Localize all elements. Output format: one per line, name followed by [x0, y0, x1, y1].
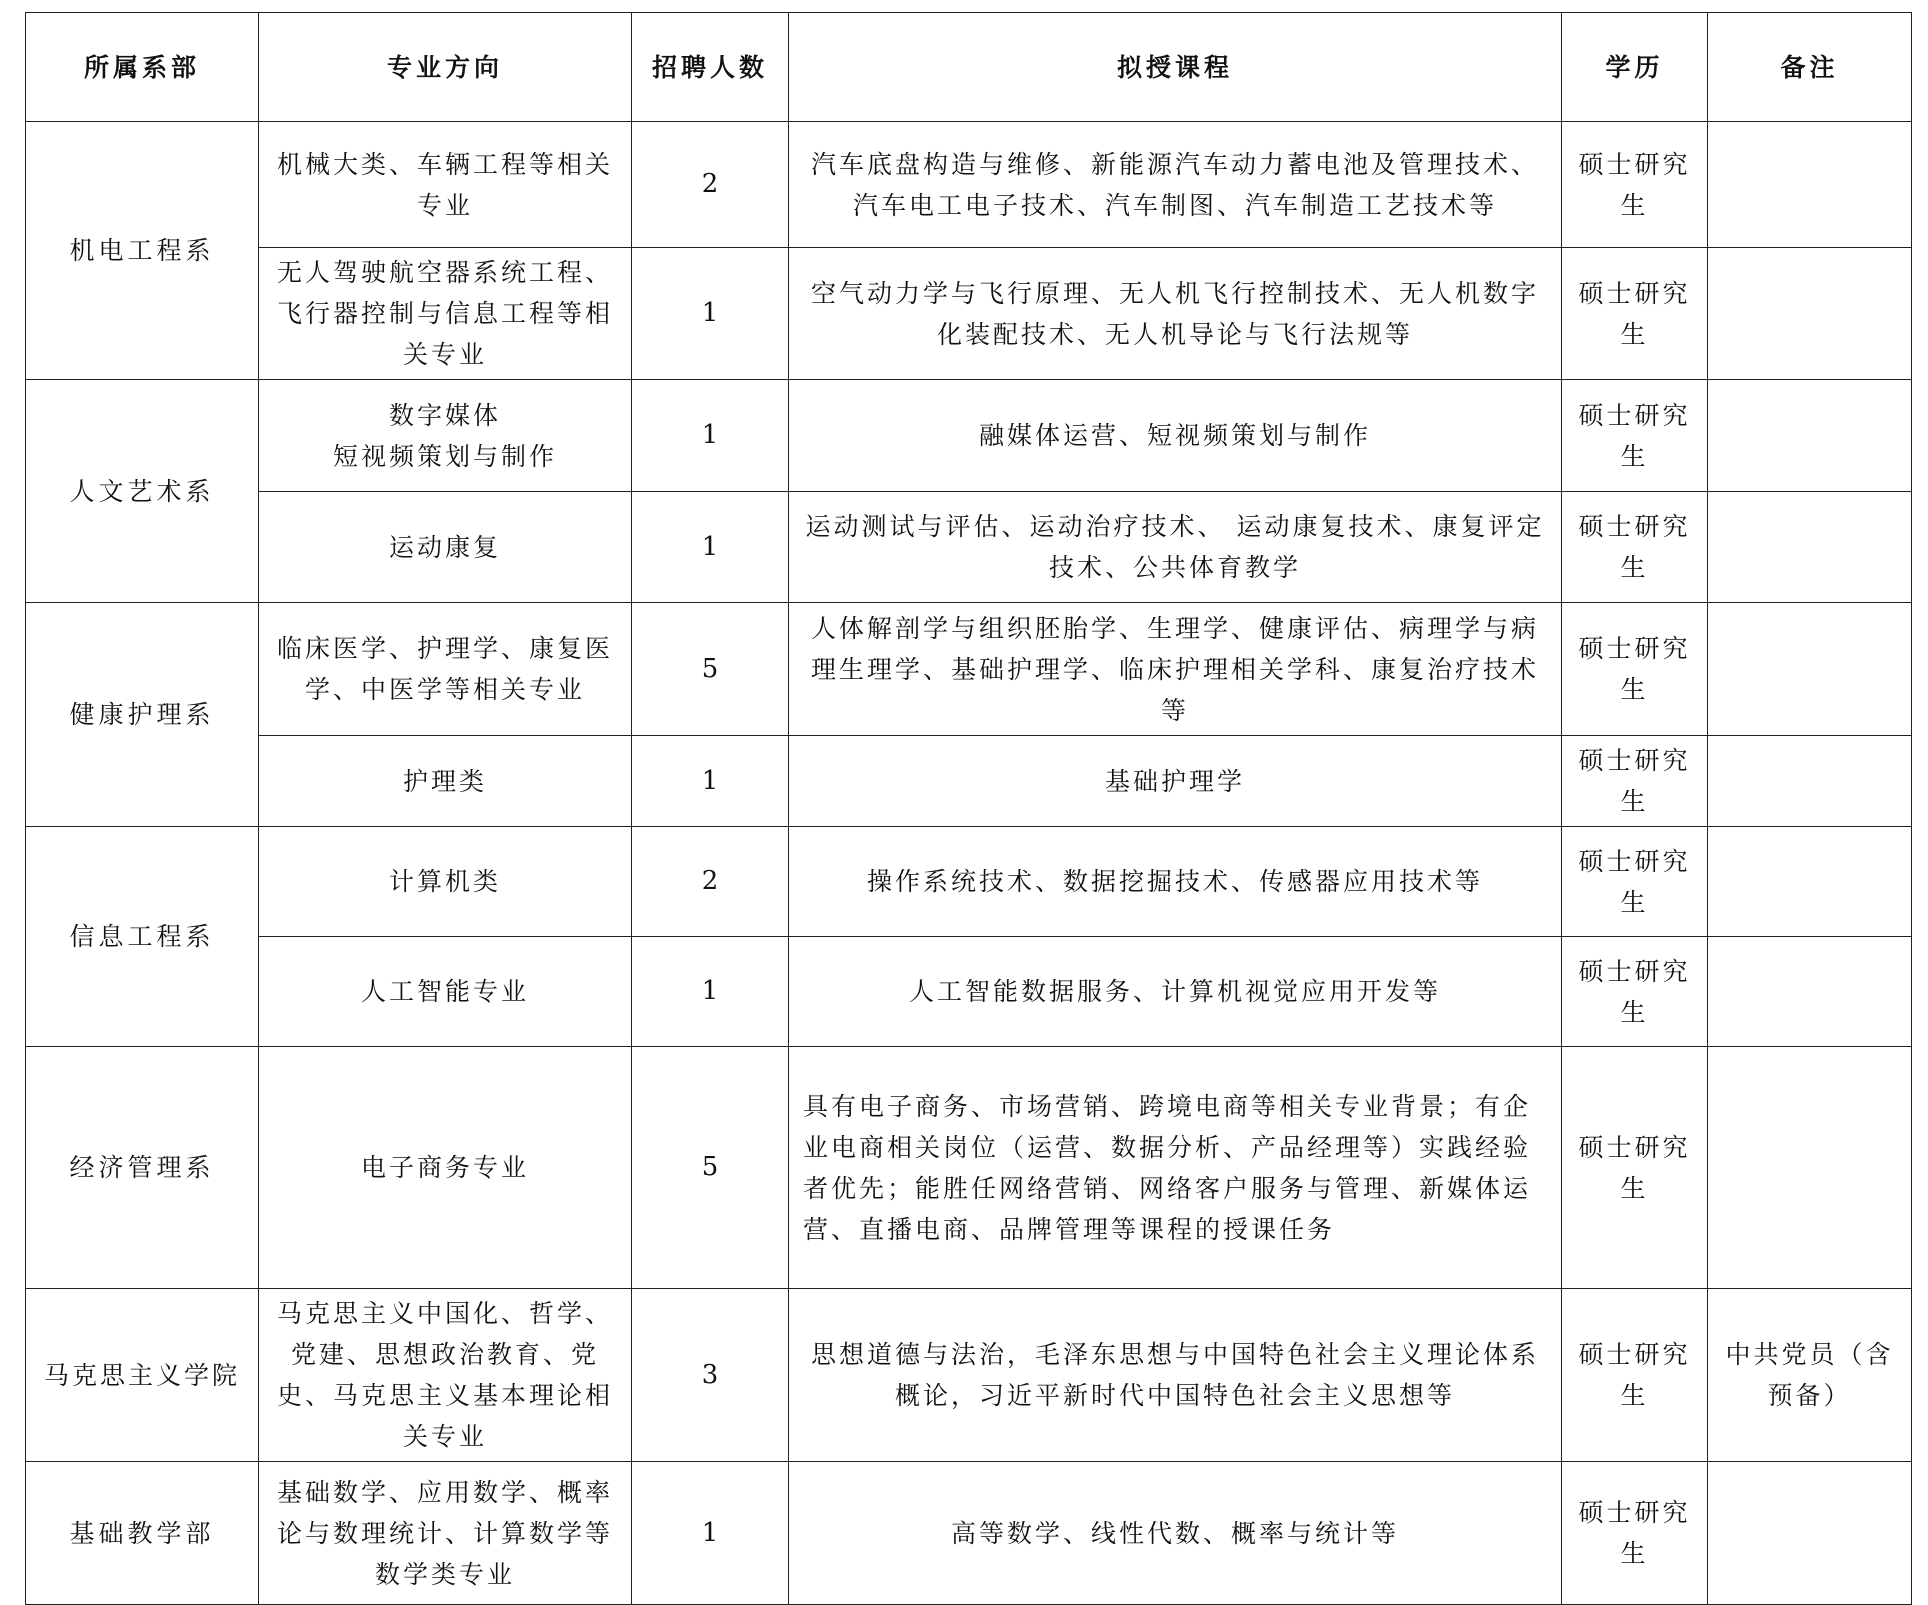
- header-degree: 学历: [1562, 13, 1708, 122]
- major-cell: 无人驾驶航空器系统工程、飞行器控制与信息工程等相关专业: [259, 248, 632, 380]
- degree-cell: 硕士研究生: [1562, 827, 1708, 937]
- major-cell: 运动康复: [259, 492, 632, 603]
- table-row: [26, 380, 1912, 492]
- table-row: [26, 1462, 1912, 1605]
- major-cell: 电子商务专业: [259, 1047, 632, 1289]
- header-major: 专业方向: [259, 13, 632, 122]
- major-cell: 机械大类、车辆工程等相关专业: [259, 122, 632, 248]
- courses-cell: 融媒体运营、短视频策划与制作: [789, 380, 1562, 492]
- count-cell: 1: [632, 1462, 789, 1605]
- courses-cell: 基础护理学: [789, 736, 1562, 827]
- note-cell: [1708, 492, 1912, 603]
- dept-cell: 马克思主义学院: [26, 1289, 259, 1462]
- degree-cell: 硕士研究生: [1562, 122, 1708, 248]
- table-row: [26, 1289, 1912, 1462]
- count-cell: 3: [632, 1289, 789, 1462]
- degree-cell: 硕士研究生: [1562, 1462, 1708, 1605]
- table-row: [26, 248, 1912, 380]
- dept-cell: 经济管理系: [26, 1047, 259, 1289]
- note-cell: [1708, 122, 1912, 248]
- note-cell: [1708, 937, 1912, 1047]
- major-cell: 计算机类: [259, 827, 632, 937]
- table-row: [26, 492, 1912, 603]
- table-header-row: [26, 13, 1912, 122]
- major-line: 短视频策划与制作: [332, 441, 557, 471]
- table-row: [26, 827, 1912, 937]
- courses-cell: 汽车底盘构造与维修、新能源汽车动力蓄电池及管理技术、汽车电工电子技术、汽车制图、汽车制造工艺技术等: [789, 122, 1562, 248]
- header-note: 备注: [1708, 13, 1912, 122]
- note-cell: [1708, 827, 1912, 937]
- count-cell: 1: [632, 248, 789, 380]
- dept-cell: 机电工程系: [26, 122, 259, 380]
- count-cell: 5: [632, 603, 789, 736]
- count-cell: 5: [632, 1047, 789, 1289]
- major-cell: 护理类: [259, 736, 632, 827]
- major-cell: 马克思主义中国化、哲学、党建、思想政治教育、党史、马克思主义基本理论相关专业: [259, 1289, 632, 1462]
- degree-cell: 硕士研究生: [1562, 492, 1708, 603]
- dept-cell: 信息工程系: [26, 827, 259, 1047]
- courses-cell: 人体解剖学与组织胚胎学、生理学、健康评估、病理学与病理生理学、基础护理学、临床护理相关学科、康复治疗技术等: [789, 603, 1562, 736]
- note-cell: [1708, 603, 1912, 736]
- count-cell: 1: [632, 492, 789, 603]
- major-cell: 人工智能专业: [259, 937, 632, 1047]
- note-cell: [1708, 736, 1912, 827]
- degree-cell: 硕士研究生: [1562, 380, 1708, 492]
- courses-cell: 空气动力学与飞行原理、无人机飞行控制技术、无人机数字化装配技术、无人机导论与飞行法规等: [789, 248, 1562, 380]
- courses-cell: 高等数学、线性代数、概率与统计等: [789, 1462, 1562, 1605]
- degree-cell: 硕士研究生: [1562, 603, 1708, 736]
- count-cell: 2: [632, 122, 789, 248]
- major-cell: 临床医学、护理学、康复医学、中医学等相关专业: [259, 603, 632, 736]
- recruitment-table: [25, 12, 1912, 1605]
- table-row: [26, 122, 1912, 248]
- major-line: 数字媒体: [388, 400, 501, 430]
- dept-cell: 基础教学部: [26, 1462, 259, 1605]
- table-row: [26, 1047, 1912, 1289]
- dept-cell: 健康护理系: [26, 603, 259, 827]
- courses-cell: 运动测试与评估、运动治疗技术、 运动康复技术、康复评定技术、公共体育教学: [789, 492, 1562, 603]
- header-courses: 拟授课程: [789, 13, 1562, 122]
- table-row: [26, 937, 1912, 1047]
- courses-cell: 思想道德与法治，毛泽东思想与中国特色社会主义理论体系概论，习近平新时代中国特色社会主义思想等: [789, 1289, 1562, 1462]
- count-cell: 1: [632, 937, 789, 1047]
- note-cell: [1708, 1462, 1912, 1605]
- note-cell: [1708, 248, 1912, 380]
- table-row: [26, 736, 1912, 827]
- count-cell: 2: [632, 827, 789, 937]
- count-cell: 1: [632, 380, 789, 492]
- note-cell: [1708, 380, 1912, 492]
- courses-cell: 人工智能数据服务、计算机视觉应用开发等: [789, 937, 1562, 1047]
- major-cell: [259, 380, 632, 492]
- dept-cell: 人文艺术系: [26, 380, 259, 603]
- table-row: [26, 603, 1912, 736]
- courses-cell: 操作系统技术、数据挖掘技术、传感器应用技术等: [789, 827, 1562, 937]
- note-cell: 中共党员（含预备）: [1708, 1289, 1912, 1462]
- degree-cell: 硕士研究生: [1562, 1047, 1708, 1289]
- header-count: 招聘人数: [632, 13, 789, 122]
- note-cell: [1708, 1047, 1912, 1289]
- header-dept: 所属系部: [26, 13, 259, 122]
- degree-cell: 硕士研究生: [1562, 248, 1708, 380]
- degree-cell: 硕士研究生: [1562, 736, 1708, 827]
- major-cell: 基础数学、应用数学、概率论与数理统计、计算数学等数学类专业: [259, 1462, 632, 1605]
- degree-cell: 硕士研究生: [1562, 937, 1708, 1047]
- count-cell: 1: [632, 736, 789, 827]
- degree-cell: 硕士研究生: [1562, 1289, 1708, 1462]
- courses-cell: 具有电子商务、市场营销、跨境电商等相关专业背景；有企业电商相关岗位（运营、数据分析、产品经理等）实践经验者优先；能胜任网络营销、网络客户服务与管理、新媒体运营、直播电商、品牌管理等课程的授课任务: [789, 1047, 1562, 1289]
